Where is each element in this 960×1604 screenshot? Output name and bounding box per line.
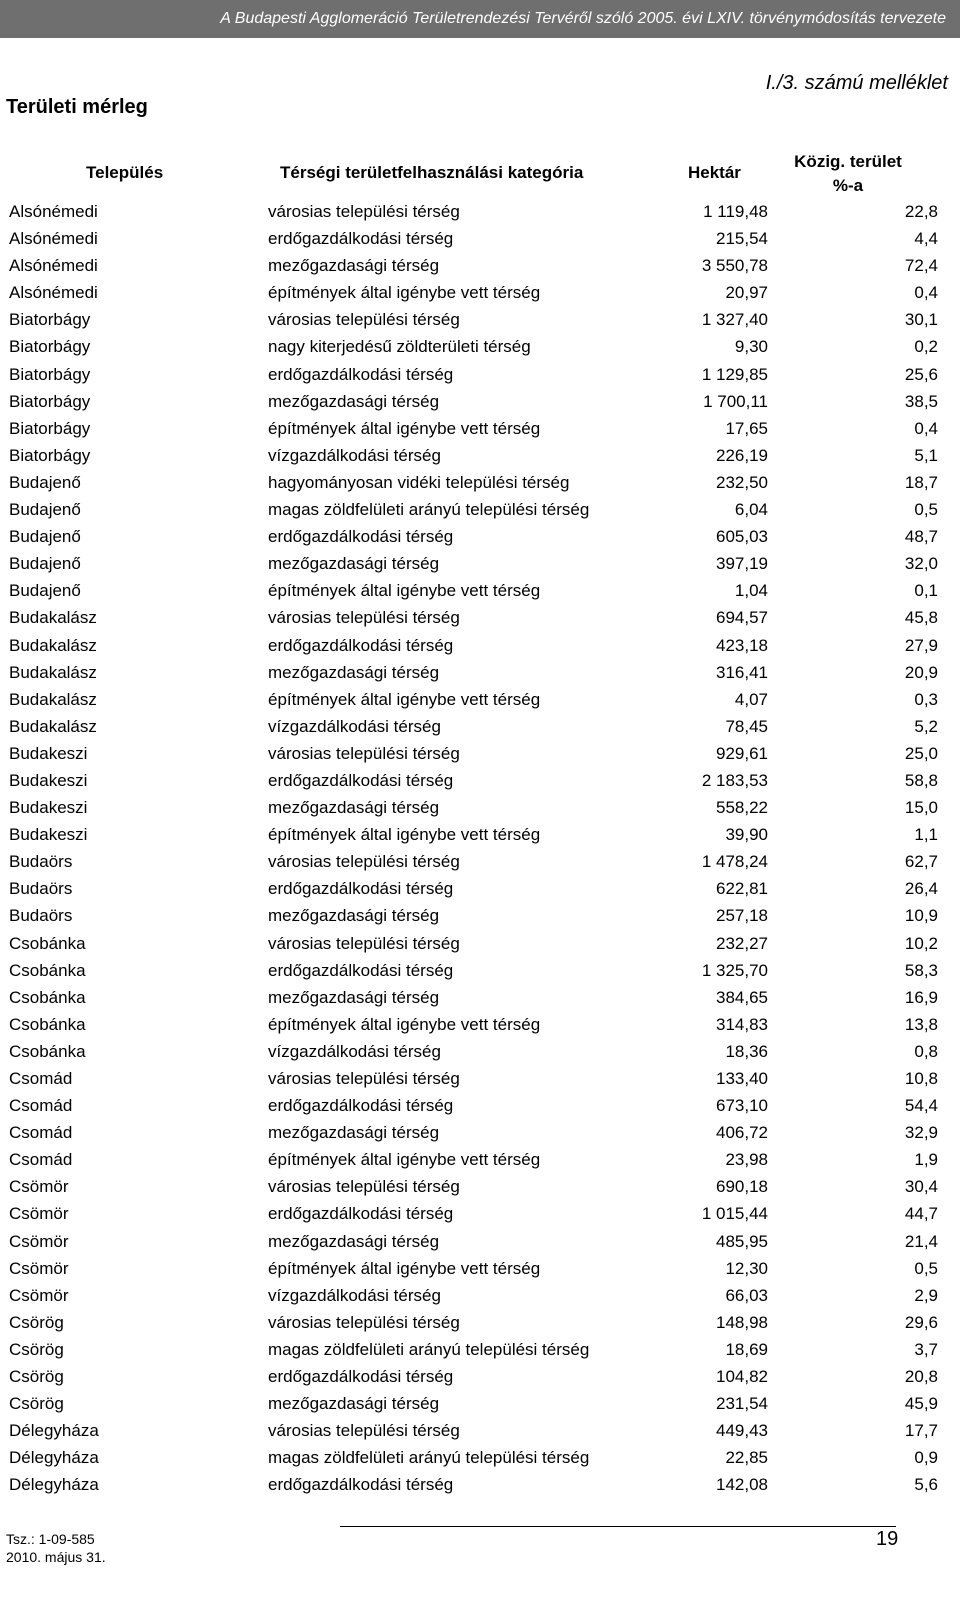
cell-percent: 72,4 [904,256,938,276]
cell-settlement: Budajenő [9,500,81,520]
cell-settlement: Alsónémedi [9,229,98,249]
table-row [0,984,960,1011]
cell-settlement: Budajenő [9,554,81,574]
cell-settlement: Csörög [9,1394,64,1414]
cell-category: építmények által igénybe vett térség [268,283,541,303]
cell-category: mezőgazdasági térség [268,798,440,818]
cell-category: városias települési térség [268,1312,460,1332]
cell-settlement: Csömör [9,1231,69,1251]
cell-settlement: Alsónémedi [9,202,98,221]
cell-category: erdőgazdálkodási térség [268,879,454,899]
table-row [0,415,960,442]
cell-percent: 25,0 [904,743,938,763]
cell-category: magas zöldfelületi arányú települési térség [268,500,590,520]
cell-category: mezőgazdasági térség [268,554,440,574]
cell-percent: 18,7 [904,472,938,492]
cell-percent: 21,4 [904,1231,938,1251]
cell-category: erdőgazdálkodási térség [268,1096,454,1116]
cell-percent: 0,1 [914,581,938,601]
table-row [0,930,960,957]
cell-category: építmények által igénybe vett térség [268,1014,541,1034]
cell-settlement: Budaörs [9,852,73,872]
cell-percent: 30,4 [904,1177,938,1197]
cell-category: mezőgazdasági térség [268,1394,440,1414]
table-row [0,713,960,740]
cell-settlement: Budaörs [9,906,73,926]
table-row [0,848,960,875]
table-row [0,1228,960,1255]
cell-percent: 0,4 [914,418,938,438]
cell-percent: 62,7 [904,852,938,872]
table-row [0,957,960,984]
cell-category: építmények által igénybe vett térség [268,418,541,438]
cell-settlement: Budajenő [9,472,81,492]
cell-hectare: 1 327,40 [701,310,768,330]
column-header-percent-line2: %-a [832,176,864,195]
annex-label: I./3. számú melléklet [765,72,948,94]
cell-category: mezőgazdasági térség [268,1231,440,1251]
cell-hectare: 558,22 [716,798,768,818]
cell-hectare: 232,50 [716,472,768,492]
table-row [0,1092,960,1119]
footer-document-id: Tsz.: 1-09-585 [6,1531,95,1547]
footer-rule [340,1526,896,1527]
cell-settlement: Budakeszi [9,743,88,763]
cell-hectare: 1 015,44 [701,1204,768,1224]
cell-settlement: Biatorbágy [9,418,91,438]
cell-hectare: 929,61 [716,743,768,763]
cell-settlement: Csömör [9,1177,69,1197]
table-row [0,875,960,902]
cell-hectare: 20,97 [725,283,768,303]
table-row [0,1444,960,1471]
cell-hectare: 485,95 [716,1231,768,1251]
table-row [0,1363,960,1390]
cell-category: erdőgazdálkodási térség [268,1204,454,1224]
land-balance-table [0,198,960,1499]
cell-category: erdőgazdálkodási térség [268,229,454,249]
cell-hectare: 316,41 [716,662,768,682]
cell-hectare: 423,18 [716,635,768,655]
cell-percent: 5,6 [914,1475,938,1495]
table-row [0,361,960,388]
table-row [0,1065,960,1092]
table-row [0,496,960,523]
cell-settlement: Csobánka [9,1041,86,1061]
table-row [0,902,960,929]
table-row [0,740,960,767]
cell-category: mezőgazdasági térség [268,1123,440,1143]
cell-settlement: Biatorbágy [9,337,91,357]
cell-settlement: Csömör [9,1285,69,1305]
cell-category: városias települési térség [268,1421,460,1441]
cell-category: mezőgazdasági térség [268,391,440,411]
cell-category: erdőgazdálkodási térség [268,1475,454,1495]
column-header-category: Térségi területfelhasználási kategória [280,163,584,182]
cell-hectare: 231,54 [716,1394,768,1414]
cell-percent: 44,7 [904,1204,938,1224]
cell-settlement: Biatorbágy [9,364,91,384]
cell-hectare: 39,90 [725,825,768,845]
cell-hectare: 449,43 [716,1421,768,1441]
cell-hectare: 66,03 [725,1285,768,1305]
cell-hectare: 1 700,11 [703,391,768,411]
cell-category: vízgazdálkodási térség [268,716,441,736]
table-row [0,686,960,713]
cell-hectare: 133,40 [716,1069,768,1088]
cell-settlement: Csomád [9,1096,73,1116]
cell-hectare: 1 129,85 [701,364,768,384]
section-title: Területi mérleg [6,96,148,118]
cell-hectare: 1 478,24 [701,852,768,872]
cell-percent: 58,3 [904,960,938,980]
cell-percent: 0,5 [914,500,938,520]
cell-category: városias települési térség [268,852,460,872]
cell-percent: 0,3 [914,689,938,709]
cell-hectare: 226,19 [716,445,768,465]
cell-percent: 5,2 [914,716,938,736]
cell-hectare: 3 550,78 [701,256,768,276]
cell-percent: 58,8 [904,770,938,790]
document-title: A Budapesti Agglomeráció Területrendezési Tervéről szóló 2005. évi LXIV. törvénymódosítás tervezete [220,10,946,27]
footer-date: 2010. május 31. [6,1549,106,1565]
cell-category: városias települési térség [268,202,460,221]
table-row [0,794,960,821]
cell-percent: 1,9 [914,1150,938,1170]
table-row [0,1255,960,1282]
cell-settlement: Délegyháza [9,1421,99,1441]
cell-category: mezőgazdasági térség [268,987,440,1007]
table-row [0,767,960,794]
cell-category: építmények által igénybe vett térség [268,581,541,601]
table-row [0,388,960,415]
cell-percent: 10,9 [904,906,938,926]
cell-hectare: 22,85 [725,1448,768,1468]
cell-percent: 3,7 [914,1339,938,1359]
cell-category: városias települési térség [268,743,460,763]
cell-settlement: Budakalász [9,689,97,709]
cell-hectare: 6,04 [734,500,768,520]
cell-settlement: Biatorbágy [9,391,91,411]
cell-category: erdőgazdálkodási térség [268,1367,454,1387]
cell-category: mezőgazdasági térség [268,256,440,276]
table-row [0,821,960,848]
cell-percent: 0,5 [914,1258,938,1278]
cell-hectare: 1 325,70 [701,960,768,980]
cell-percent: 45,8 [904,608,938,628]
cell-category: vízgazdálkodási térség [268,445,441,465]
cell-hectare: 384,65 [716,987,768,1007]
cell-category: erdőgazdálkodási térség [268,960,454,980]
table-row [0,1119,960,1146]
cell-category: vízgazdálkodási térség [268,1041,441,1061]
cell-hectare: 23,98 [725,1150,768,1170]
table-row [0,252,960,279]
cell-settlement: Budakalász [9,662,97,682]
table-row [0,523,960,550]
cell-settlement: Alsónémedi [9,283,98,303]
cell-percent: 27,9 [904,635,938,655]
cell-category: városias települési térség [268,310,460,330]
cell-percent: 13,8 [904,1014,938,1034]
table-row [0,1417,960,1444]
cell-hectare: 397,19 [716,554,768,574]
table-row [0,632,960,659]
cell-settlement: Délegyháza [9,1448,99,1468]
table-row [0,225,960,252]
cell-category: magas zöldfelületi arányú települési térség [268,1448,590,1468]
cell-percent: 30,1 [904,310,938,330]
cell-settlement: Budakalász [9,608,97,628]
cell-settlement: Alsónémedi [9,256,98,276]
cell-settlement: Csobánka [9,933,86,953]
cell-percent: 15,0 [904,798,938,818]
table-row [0,442,960,469]
cell-hectare: 2 183,53 [701,770,768,790]
cell-category: építmények által igénybe vett térség [268,689,541,709]
document-header [0,0,960,38]
cell-category: nagy kiterjedésű zöldterületi térség [268,337,531,357]
cell-settlement: Budakalász [9,635,97,655]
cell-hectare: 78,45 [725,716,768,736]
table-row [0,1471,960,1498]
cell-category: vízgazdálkodási térség [268,1285,441,1305]
cell-percent: 0,9 [914,1448,938,1468]
table-row [0,198,960,225]
table-row [0,1309,960,1336]
table-row [0,1011,960,1038]
cell-hectare: 690,18 [716,1177,768,1197]
cell-hectare: 694,57 [716,608,768,628]
cell-hectare: 9,30 [734,337,768,357]
cell-percent: 0,4 [914,283,938,303]
cell-settlement: Biatorbágy [9,310,91,330]
cell-percent: 26,4 [904,879,938,899]
cell-hectare: 4,07 [734,689,768,709]
table-row [0,1390,960,1417]
cell-settlement: Csomád [9,1123,73,1143]
cell-settlement: Csobánka [9,1014,86,1034]
cell-hectare: 1,04 [734,581,768,601]
cell-settlement: Budaörs [9,879,73,899]
table-row [0,1282,960,1309]
cell-percent: 10,2 [904,933,938,953]
cell-category: építmények által igénybe vett térség [268,1150,541,1170]
cell-settlement: Csobánka [9,960,86,980]
cell-percent: 48,7 [904,527,938,547]
column-header-percent-line1: Közig. terület [794,152,902,171]
cell-settlement: Budakeszi [9,770,88,790]
cell-hectare: 314,83 [716,1014,768,1034]
cell-percent: 54,4 [904,1096,938,1116]
cell-hectare: 673,10 [716,1096,768,1116]
table-row [0,1038,960,1065]
table-row [0,604,960,631]
cell-percent: 4,4 [914,229,938,249]
cell-hectare: 232,27 [716,933,768,953]
table-row [0,1173,960,1200]
cell-percent: 22,8 [904,202,938,221]
cell-percent: 20,9 [904,662,938,682]
cell-percent: 32,0 [904,554,938,574]
table-row [0,469,960,496]
cell-hectare: 257,18 [716,906,768,926]
cell-category: építmények által igénybe vett térség [268,1258,541,1278]
cell-percent: 0,8 [914,1041,938,1061]
cell-category: városias települési térség [268,608,460,628]
table-row [0,1336,960,1363]
column-header-hectare: Hektár [688,163,741,182]
table-row [0,279,960,306]
cell-hectare: 605,03 [716,527,768,547]
table-row [0,1146,960,1173]
cell-settlement: Budakeszi [9,798,88,818]
table-row [0,659,960,686]
cell-settlement: Csomád [9,1150,73,1170]
cell-percent: 0,2 [914,337,938,357]
cell-settlement: Budajenő [9,527,81,547]
cell-percent: 1,1 [914,825,938,845]
cell-percent: 32,9 [904,1123,938,1143]
cell-settlement: Csörög [9,1339,64,1359]
cell-percent: 10,8 [904,1069,938,1088]
cell-settlement: Csomád [9,1069,73,1088]
cell-percent: 38,5 [904,391,938,411]
cell-category: városias települési térség [268,1069,460,1088]
cell-category: építmények által igénybe vett térség [268,825,541,845]
cell-category: hagyományosan vidéki települési térség [268,472,570,492]
cell-category: városias települési térség [268,1177,460,1197]
cell-category: városias települési térség [268,933,460,953]
cell-settlement: Csobánka [9,987,86,1007]
cell-settlement: Budajenő [9,581,81,601]
cell-percent: 17,7 [904,1421,938,1441]
cell-hectare: 18,69 [725,1339,768,1359]
cell-category: mezőgazdasági térség [268,906,440,926]
cell-hectare: 406,72 [716,1123,768,1143]
cell-percent: 2,9 [914,1285,938,1305]
cell-settlement: Délegyháza [9,1475,99,1495]
table-row [0,1200,960,1227]
page-number: 19 [876,1528,899,1550]
column-header-percent [778,150,918,198]
table-row [0,550,960,577]
cell-percent: 20,8 [904,1367,938,1387]
cell-percent: 5,1 [914,445,938,465]
cell-hectare: 104,82 [716,1367,768,1387]
cell-hectare: 622,81 [716,879,768,899]
cell-hectare: 1 119,48 [703,202,768,221]
table-row [0,577,960,604]
cell-settlement: Csörög [9,1367,64,1387]
cell-hectare: 17,65 [725,418,768,438]
cell-hectare: 12,30 [725,1258,768,1278]
cell-settlement: Csömör [9,1258,69,1278]
cell-hectare: 148,98 [716,1312,768,1332]
table-row [0,306,960,333]
cell-category: erdőgazdálkodási térség [268,527,454,547]
cell-category: erdőgazdálkodási térség [268,635,454,655]
cell-settlement: Biatorbágy [9,445,91,465]
cell-category: erdőgazdálkodási térség [268,364,454,384]
cell-category: mezőgazdasági térség [268,662,440,682]
column-header-settlement: Település [86,163,164,182]
cell-settlement: Budakalász [9,716,97,736]
table-row [0,333,960,360]
cell-percent: 45,9 [904,1394,938,1414]
cell-category: erdőgazdálkodási térség [268,770,454,790]
cell-percent: 25,6 [904,364,938,384]
cell-settlement: Budakeszi [9,825,88,845]
cell-category: magas zöldfelületi arányú települési térség [268,1339,590,1359]
cell-settlement: Csörög [9,1312,64,1332]
cell-percent: 29,6 [904,1312,938,1332]
cell-hectare: 18,36 [725,1041,768,1061]
cell-percent: 16,9 [904,987,938,1007]
cell-hectare: 142,08 [716,1475,768,1495]
cell-hectare: 215,54 [716,229,768,249]
cell-settlement: Csömör [9,1204,69,1224]
